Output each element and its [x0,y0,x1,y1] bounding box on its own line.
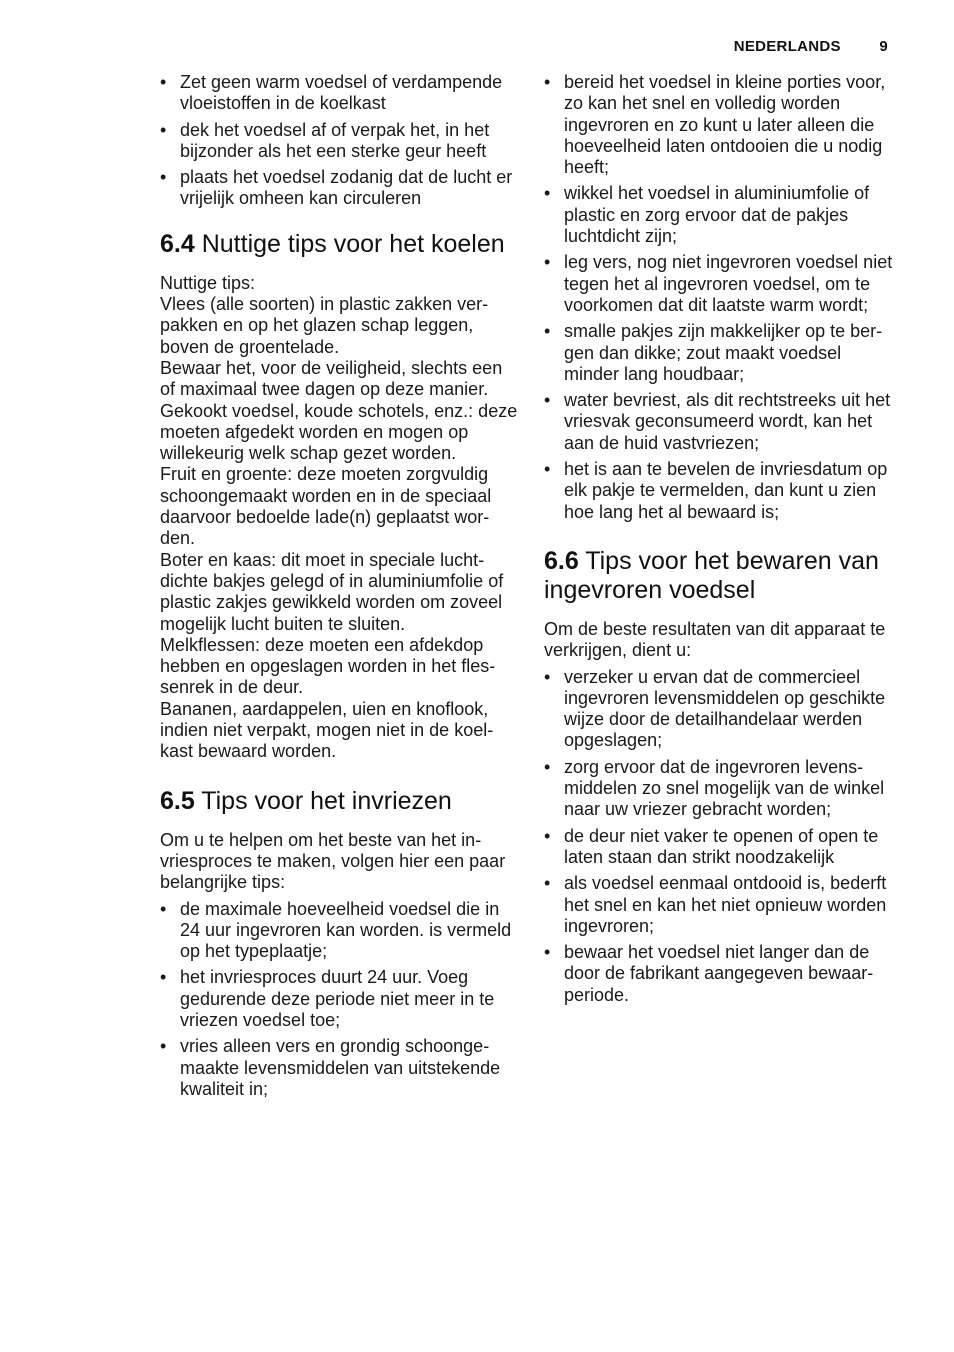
section-title: Tips voor het bewaren van ingevroren voedsel [544,546,879,604]
left-column [160,72,518,1105]
list-item: • de maximale hoeveelheid voedsel die in 24 uur ingevroren kan worden. is vermeld op het typeplaatje; [160,899,518,963]
right-column [544,72,900,1011]
list-item: • plaats het voedsel zodanig dat de lucht er vrijelijk omheen kan circuleren [160,167,518,210]
body-line: Vlees (alle soorten) in plastic zakken verpakken en op het glazen schap leggen, boven de groentelade. [160,294,489,357]
section-number: 6.5 [160,786,195,815]
list-item: • als voedsel eenmaal ontdooid is, bederft het snel en kan het niet opnieuw worden ingevroren; [544,873,900,937]
intro-bullet-list [160,72,518,210]
list-item: • bereid het voedsel in kleine porties voor, zo kan het snel en volledig worden ingevroren en zo kunt u later alleen die hoeveelheid laten ontdooien die u nodig heeft; [544,72,900,178]
list-item: • smalle pakjes zijn makkelijker op te bergen dan dikke; zout maakt voedsel minder lang houdbaar; [544,321,900,385]
section-heading-6-5 [160,787,518,816]
body-line: Melkflessen: deze moeten een afdekdop hebben en opgeslagen worden in het flessenrek in de deur. [160,634,496,698]
section-intro: Om u te helpen om het beste van het invriesproces te maken, volgen hier een paar belangrijke tips: [160,829,506,893]
list-item: • de deur niet vaker te openen of open te laten staan dan strikt noodzakelijk [544,826,900,869]
body-line: Nuttige tips: [160,272,256,293]
section-number: 6.4 [160,229,195,258]
freezing-tips-continued-list [544,72,900,523]
page-number: 9 [879,38,888,55]
section-title: Nuttige tips voor het koelen [201,229,505,258]
section-heading-6-4 [160,230,518,259]
list-item: • het invriesproces duurt 24 uur. Voeg gedurende deze periode niet meer in te vriezen voedsel toe; [160,967,518,1031]
list-item: • water bevriest, als dit rechtstreeks uit het vriesvak geconsumeerd wordt, kan het aan de huid vastvriezen; [544,390,900,454]
body-line: Gekookt voedsel, koude schotels, enz.: deze moeten afgedekt worden en mogen op willekeurig welk schap gezet worden. [160,400,518,464]
list-item: • dek het voedsel af of verpak het, in het bijzonder als het een sterke geur heeft [160,120,518,163]
list-item: • zorg ervoor dat de ingevroren levensmiddelen zo snel mogelijk van de winkel naar uw vriezer gebracht worden; [544,757,900,821]
page-header [734,38,888,55]
list-item: • wikkel het voedsel in aluminiumfolie of plastic en zorg ervoor dat de pakjes luchtdicht zijn; [544,183,900,247]
list-item: • het is aan te bevelen de invriesdatum op elk pakje te vermelden, dan kunt u zien hoe lang het al bewaard is; [544,459,900,523]
header-language: NEDERLANDS [733,38,841,55]
storage-tips-list [544,667,900,1006]
list-item: • bewaar het voedsel niet langer dan de door de fabrikant aangegeven bewaarperiode. [544,942,900,1006]
freezing-tips-list [160,899,518,1101]
body-line: Boter en kaas: dit moet in speciale luchtdichte bakjes gelegd of in aluminiumfolie of plastic zakjes gewikkeld worden om zoveel mogelijk lucht buiten te sluiten. [160,549,504,634]
section-intro: Om de beste resultaten van dit apparaat te verkrijgen, dient u: [544,618,886,661]
body-line: Bananen, aardappelen, uien en knoflook, indien niet verpakt, mogen niet in de koelkast bewaard worden. [160,698,494,762]
list-item: • leg vers, nog niet ingevroren voedsel niet tegen het al ingevroren voedsel, om te voorkomen dat dit laatste warm wordt; [544,252,900,316]
section-body-6-4 [160,273,518,763]
body-line: Bewaar het, voor de veiligheid, slechts een of maximaal twee dagen op deze manier. [160,357,503,400]
section-title: Tips voor het invriezen [201,786,452,815]
section-heading-6-6 [544,547,900,605]
list-item: • vries alleen vers en grondig schoongemaakte levensmiddelen van uitstekende kwaliteit in; [160,1036,518,1100]
body-line: Fruit en groente: deze moeten zorgvuldig schoongemaakt worden en in de speciaal daarvoor bedoelde lade(n) geplaatst worden. [160,464,492,549]
section-number: 6.6 [544,546,579,575]
list-item: • Zet geen warm voedsel of verdampende vloeistoffen in de koelkast [160,72,518,115]
list-item: • verzeker u ervan dat de commercieel ingevroren levensmiddelen op geschikte wijze door de detailhandelaar werden opgeslagen; [544,667,900,752]
